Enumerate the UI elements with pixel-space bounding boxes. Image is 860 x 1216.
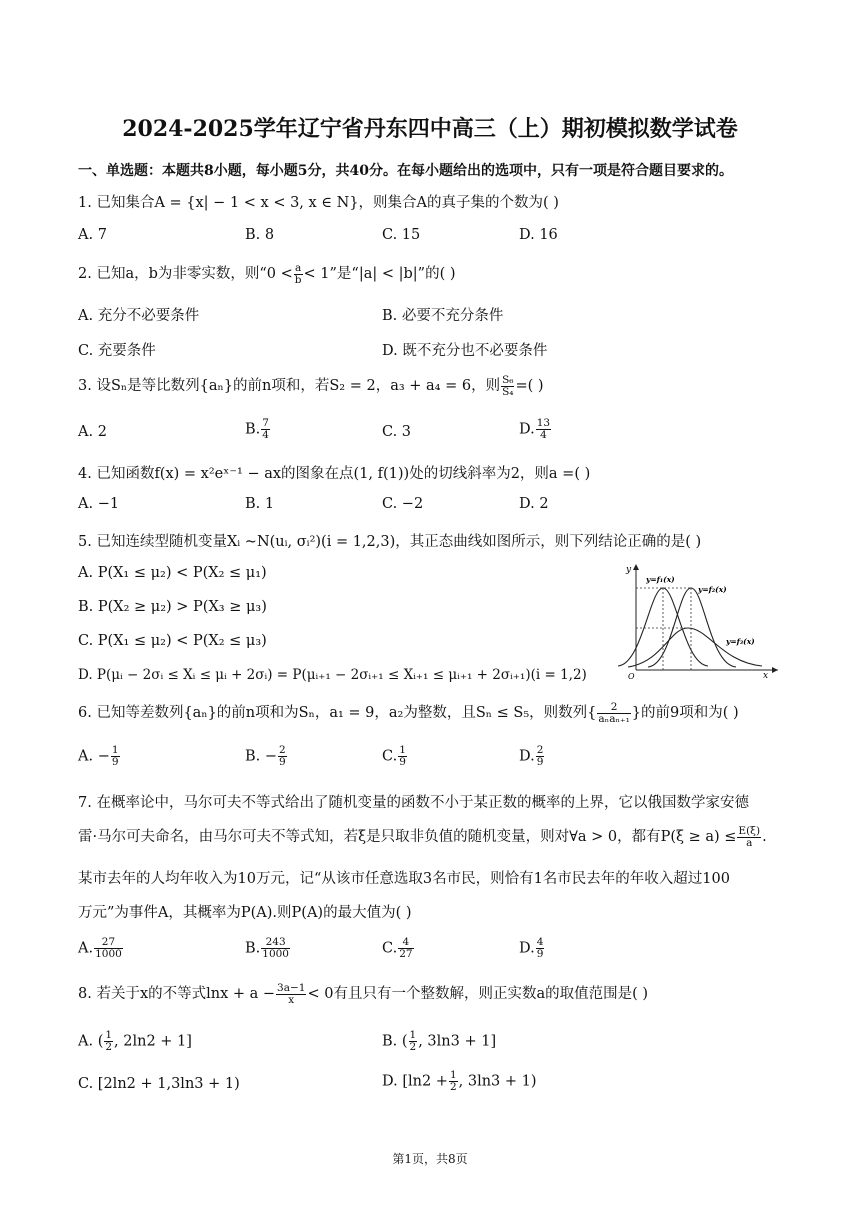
q7-option-a: [78, 937, 124, 960]
frac-den: 2: [409, 1041, 417, 1053]
q8-option-a-post: , 2ln2 + 1]: [114, 1033, 192, 1050]
q7-option-c: [382, 937, 415, 960]
section-heading: 一、单选题：本题共8小题，每小题5分，共40分。在每小题给出的选项中，只有一项是符合题目要求的。: [78, 163, 733, 179]
q8-frac-num: 3a−1: [277, 981, 306, 994]
q6-fraction: [597, 702, 630, 725]
q8-stem-pre: 8. 若关于x的不等式lnx + a −: [78, 986, 276, 1002]
q5-option-d: D. P(μᵢ − 2σᵢ ≤ Xᵢ ≤ μᵢ + 2σᵢ) = P(μᵢ₊₁ − 2σᵢ₊₁ ≤ Xᵢ₊₁ ≤ μᵢ₊₁ + 2σᵢ₊₁)(i = 1,2): [78, 667, 587, 683]
q8-option-b: [382, 1030, 496, 1053]
q5-option-c: C. P(X₁ ≤ μ₂) < P(X₂ ≤ μ₃): [78, 633, 267, 649]
q8-option-a-pre: A. (: [78, 1033, 104, 1050]
q8-option-c: C. [2ln2 + 1,3ln3 + 1): [78, 1076, 240, 1092]
q3-option-a: A. 2: [78, 424, 107, 440]
q6-frac-num: 2: [597, 702, 630, 714]
q7-option-d-frac: [536, 937, 545, 960]
q7-option-b: [245, 937, 291, 960]
q6-stem-pre: 6. 已知等差数列{aₙ}的前n项和为Sₙ，a₁ = 9，a₂为整数，且Sₙ ≤ S₅，则数列{: [78, 705, 597, 721]
frac-num: 27: [94, 937, 123, 949]
q2-option-a: A. 充分不必要条件: [78, 308, 200, 324]
frac-den: 1000: [95, 948, 122, 960]
frac-num: 1: [399, 744, 406, 756]
question-3-stem: [78, 374, 544, 398]
q8-option-d-post: , 3ln3 + 1): [458, 1073, 537, 1090]
question-4-stem: 4. 已知函数f(x) = x²eˣ⁻¹ − ax的图象在点(1, f(1))处的切线斜率为2，则a =( ): [78, 466, 591, 482]
q8-option-d-pre: D. [ln2 +: [382, 1073, 448, 1090]
frac-den: 9: [111, 756, 119, 768]
q7-option-d-label: D.: [519, 940, 535, 957]
q4-option-d: D. 2: [519, 496, 549, 512]
frac-num: 13: [536, 417, 551, 429]
q8-option-b-post: , 3ln3 + 1]: [418, 1033, 497, 1050]
q5-option-a: A. P(X₁ ≤ μ₂) < P(X₂ ≤ μ₁): [78, 565, 267, 581]
q6-option-d: [519, 745, 545, 768]
q7-option-c-label: C.: [382, 940, 398, 957]
q2-frac-num: a: [295, 261, 302, 274]
q4-option-a: A. −1: [78, 496, 120, 512]
x-axis-label: x: [763, 671, 769, 681]
q6-option-a-frac: [111, 745, 120, 768]
q2-stem-pre: 2. 已知a，b为非零实数，则“0 <: [78, 266, 293, 282]
question-5-stem: 5. 已知连续型随机变量Xᵢ ~N(uᵢ, σᵢ²)(i = 1,2,3)，其正态曲线如图所示，则下列结论正确的是( ): [78, 534, 702, 550]
q8-frac-den: x: [288, 993, 295, 1006]
q7-line2-pre: 雷·马尔可夫命名，由马尔可夫不等式知，若ξ是只取非负值的随机变量，则对∀a > 0，都有P(ξ ≥ a) ≤: [78, 829, 737, 845]
frac-den: 9: [536, 756, 544, 768]
question-7-line-2: [78, 825, 767, 849]
q8-option-d-frac: [449, 1070, 458, 1093]
x-axis-arrow: [772, 667, 778, 673]
q8-fraction: [276, 983, 306, 1006]
q8-option-a: [78, 1030, 192, 1053]
q6-option-b-label: B. −: [245, 748, 278, 765]
frac-den: 27: [399, 948, 413, 960]
curve-f3-label: y=f₃(x): [726, 637, 755, 646]
q7-option-a-frac: [94, 937, 123, 960]
frac-num: 1: [105, 1029, 113, 1041]
q6-option-d-label: D.: [519, 748, 535, 765]
q8-option-d: [382, 1070, 537, 1093]
q2-option-c: C. 充要条件: [78, 343, 156, 359]
q2-option-d: D. 既不充分也不必要条件: [382, 343, 548, 359]
frac-num: 1: [111, 744, 119, 756]
q6-option-c-label: C.: [382, 748, 398, 765]
normal-curves-figure: [612, 558, 784, 686]
q3-option-b-frac: [261, 418, 270, 441]
q6-option-a-label: A. −: [78, 748, 110, 765]
frac-den: 2: [105, 1041, 113, 1053]
q8-option-a-frac: [104, 1030, 113, 1053]
frac-num: 2: [536, 744, 544, 756]
q3-option-b-label: B.: [245, 421, 261, 438]
q7-option-c-frac: [398, 937, 413, 960]
q7-frac-den: a: [746, 836, 753, 849]
q1-option-c: C. 15: [382, 227, 421, 243]
page-footer: 第1页，共8页: [392, 1152, 468, 1166]
q3-option-d: [519, 418, 552, 441]
q8-option-b-frac: [409, 1030, 418, 1053]
question-7-line-3: 某市去年的人均年收入为10万元，记“从该市任意选取3名市民，则恰有1名市民去年的年收入超过100: [78, 871, 730, 887]
frac-den: 9: [279, 756, 286, 768]
frac-num: 4: [398, 937, 413, 949]
question-1-stem: 1. 已知集合A = {x| − 1 < x < 3, x ∈ N}，则集合A的真子集的个数为( ): [78, 195, 559, 211]
frac-num: 2: [279, 744, 286, 756]
curve-f1-label: y=f₁(x): [646, 575, 675, 584]
question-7-line-4: 万元”为事件A，其概率为P(A).则P(A)的最大值为( ): [78, 905, 412, 921]
q3-option-c: C. 3: [382, 424, 412, 440]
question-6-stem: [78, 701, 739, 725]
frac-den: 4: [540, 429, 547, 441]
curve-f2: [648, 588, 736, 667]
q3-stem-post: =( ): [515, 378, 544, 394]
question-2-stem: [78, 262, 456, 286]
q6-frac-den: aₙaₙ₊₁: [598, 712, 630, 725]
q7-option-d: [519, 937, 545, 960]
q3-option-b: [245, 418, 271, 441]
frac-den: 2: [449, 1081, 457, 1093]
y-axis-arrow: [633, 564, 639, 570]
frac-den: 9: [399, 756, 406, 768]
q3-frac-den: S₄: [502, 385, 514, 398]
frac-num: 7: [262, 417, 269, 429]
q2-fraction: [294, 263, 303, 286]
question-7-line-1: 7. 在概率论中，马尔可夫不等式给出了随机变量的函数不小于某正数的概率的上界，它以俄国数学家安德: [78, 795, 749, 811]
q6-option-d-frac: [536, 745, 545, 768]
frac-num: 243: [261, 937, 290, 949]
q4-option-b: B. 1: [245, 496, 275, 512]
q7-frac-num: E(ξ): [738, 824, 761, 837]
q3-frac-num: S₆: [502, 373, 514, 386]
q6-option-a: [78, 745, 121, 768]
q1-option-a: A. 7: [78, 227, 107, 243]
q1-option-b: B. 8: [245, 227, 275, 243]
frac-den: 1000: [262, 948, 289, 960]
frac-den: 9: [536, 948, 544, 960]
q7-fraction: [737, 826, 761, 849]
curve-f3: [628, 628, 762, 667]
q3-option-d-label: D.: [519, 421, 535, 438]
q8-option-b-pre: B. (: [382, 1033, 408, 1050]
q8-stem-post: < 0有且只有一个整数解，则正实数a的取值范围是( ): [307, 986, 649, 1002]
q2-stem-post: < 1”是“|a| < |b|”的( ): [303, 266, 456, 282]
q2-frac-den: b: [294, 273, 302, 286]
origin-label: O: [628, 672, 635, 681]
frac-num: 1: [409, 1029, 417, 1041]
q1-option-d: D. 16: [519, 227, 558, 243]
frac-num: 1: [449, 1069, 457, 1081]
frac-den: 4: [262, 429, 269, 441]
q6-option-b: [245, 745, 288, 768]
y-axis-label: y: [626, 565, 632, 575]
q7-option-b-label: B.: [245, 940, 261, 957]
q3-option-d-frac: [536, 418, 551, 441]
q7-option-b-frac: [261, 937, 290, 960]
q5-option-b: B. P(X₂ ≥ μ₂) > P(X₃ ≥ μ₃): [78, 599, 267, 615]
q2-option-b: B. 必要不充分条件: [382, 308, 504, 324]
frac-num: 4: [536, 936, 544, 948]
question-8-stem: [78, 982, 648, 1006]
q6-option-c: [382, 745, 408, 768]
page-title: 2024-2025学年辽宁省丹东四中高三（上）期初模拟数学试卷: [122, 116, 738, 142]
q7-line2-post: .: [762, 829, 767, 845]
q6-option-b-frac: [278, 745, 287, 768]
q4-option-c: C. −2: [382, 496, 424, 512]
q7-option-a-label: A.: [78, 940, 94, 957]
curve-f2-label: y=f₂(x): [698, 585, 727, 594]
q6-option-c-frac: [398, 745, 407, 768]
q3-fraction: [501, 375, 514, 398]
q6-stem-post: }的前9项和为( ): [631, 705, 739, 721]
q3-stem-pre: 3. 设Sₙ是等比数列{aₙ}的前n项和，若S₂ = 2，a₃ + a₄ = 6，则: [78, 378, 501, 394]
